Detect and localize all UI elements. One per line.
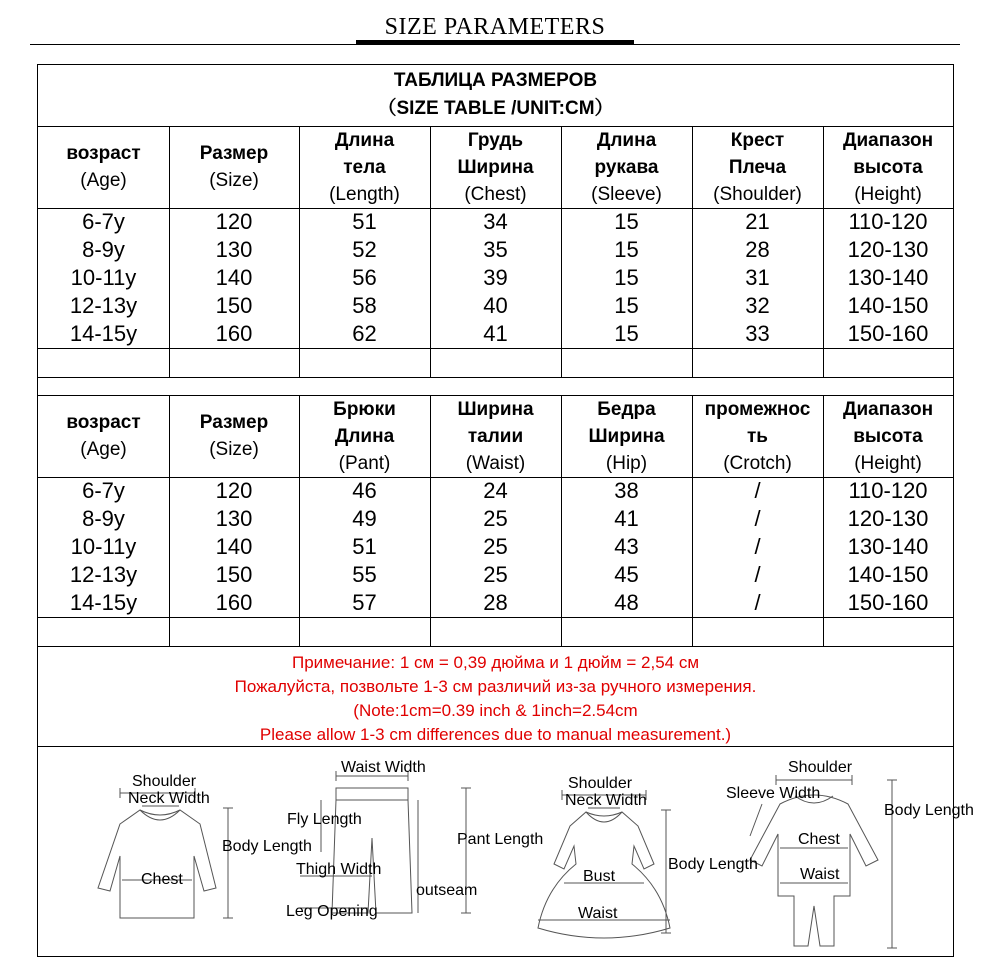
- dress-waist-label: Waist: [578, 905, 618, 922]
- header-ru-text: возраст: [66, 143, 141, 164]
- bottom-table-cell-r4-c6: 150-160: [847, 590, 929, 615]
- bottom-table-header-col-5: [692, 395, 823, 477]
- bottom-table-rows-bottom-border: [38, 617, 953, 618]
- note-line-2: Пожалуйста, позвольте 1-3 см различий из-за ручного измерения.: [234, 677, 757, 696]
- top-table-cell-r1-c3: 35: [483, 237, 508, 262]
- bottom-table-col-divider-4: [561, 395, 562, 646]
- header-ru-text: тела: [343, 156, 386, 178]
- bottom-table-cell-r4-c1: 160: [215, 590, 253, 615]
- header-ru-text: ть: [747, 425, 768, 447]
- size-table-frame: [37, 64, 974, 957]
- top-table-cell-r4-c5: 33: [745, 321, 770, 346]
- pants-leg-opening-label: Leg Opening: [286, 903, 378, 920]
- dress-body-length-label: Body Length: [668, 856, 758, 873]
- bottom-table-cell-r2-c2: 51: [352, 534, 377, 559]
- header-en-text: (Age): [80, 170, 127, 191]
- header-ru-text: промежнос: [704, 398, 811, 420]
- top-table-cell-r1-c2: 52: [352, 237, 377, 262]
- bottom-table-cell-r0-c5: /: [754, 478, 761, 503]
- top-table-header-col-3: [430, 126, 561, 208]
- header-ru-text: Размер: [199, 412, 269, 433]
- bottom-table-cell-r2-c6: 130-140: [847, 534, 929, 559]
- header-en-text: (Waist): [465, 452, 526, 474]
- pants-waist-width-label: Waist Width: [341, 759, 426, 776]
- top-table-cell-r2-c3: 39: [483, 265, 508, 290]
- bottom-table-cell-r3-c4: 45: [614, 562, 639, 587]
- header-ru-text: талии: [467, 425, 524, 447]
- bottom-table-col-divider-3: [430, 395, 431, 646]
- header-en-text: (Length): [329, 183, 400, 205]
- shirt-shoulder-label: Shoulder: [132, 773, 197, 790]
- romper-body-length-label: Body Length: [884, 802, 974, 819]
- header-ru-text: Ширина: [457, 156, 534, 178]
- bottom-table-header-col-2: [299, 395, 430, 477]
- header-ru-text: Ширина: [457, 398, 534, 420]
- bottom-table-cell-r1-c5: /: [754, 506, 761, 531]
- bottom-table-col-divider-2: [299, 395, 300, 646]
- header-en-text: (Hip): [605, 452, 648, 474]
- bottom-table-cell-r0-c6: 110-120: [848, 478, 928, 503]
- top-table-cell-r3-c5: 32: [745, 293, 770, 318]
- shirt-neck-width-label: Neck Width: [128, 790, 210, 807]
- top-table-col-divider-4: [561, 126, 562, 377]
- top-table-cell-r0-c1: 120: [215, 209, 253, 234]
- top-table-cell-r3-c4: 15: [614, 293, 639, 318]
- bottom-table-cell-r0-c2: 46: [352, 478, 377, 503]
- top-table-rows-bottom-border: [38, 348, 953, 349]
- pants-thigh-width-label: Thigh Width: [296, 861, 382, 878]
- top-table-col-divider-2: [299, 126, 300, 377]
- romper-shoulder-label: Shoulder: [788, 759, 853, 776]
- header-ru-text: рукава: [594, 156, 659, 178]
- header-en-text: (Chest): [464, 183, 527, 205]
- top-table-cell-r2-c1: 140: [215, 265, 253, 290]
- bottom-table-cell-r2-c0: 10-11y: [70, 534, 137, 559]
- header-ru-text: Крест: [730, 129, 785, 151]
- top-table-cell-r0-c0: 6-7y: [82, 209, 125, 234]
- top-table-col-divider-3: [430, 126, 431, 377]
- page-title: SIZE PARAMETERS: [384, 14, 606, 40]
- bottom-table-cell-r1-c4: 41: [614, 506, 639, 531]
- top-table-cell-r0-c3: 34: [483, 209, 508, 234]
- bottom-table-cell-r3-c1: 150: [215, 562, 253, 587]
- top-table-cell-r1-c5: 28: [745, 237, 770, 262]
- top-table-header-col-1: [169, 126, 299, 208]
- bottom-table-header-col-0: [38, 395, 169, 477]
- bottom-table-cell-r3-c2: 55: [352, 562, 377, 587]
- top-table-cell-r1-c1: 130: [215, 237, 253, 262]
- bottom-table-cell-r2-c5: /: [754, 534, 761, 559]
- bottom-table-header-col-6: [823, 395, 953, 477]
- shirt-body-length-label: Body Length: [222, 838, 312, 855]
- dress-shoulder-label: Shoulder: [568, 775, 633, 792]
- top-table-col-divider-5: [692, 126, 693, 377]
- romper-chest-label: Chest: [798, 831, 840, 848]
- bottom-table-cell-r2-c1: 140: [215, 534, 253, 559]
- bottom-table-cell-r0-c0: 6-7y: [82, 478, 125, 503]
- top-table-cell-r2-c6: 130-140: [847, 265, 929, 290]
- top-table-cell-r4-c6: 150-160: [847, 321, 929, 346]
- note-line-4: Please allow 1-3 cm differences due to manual measurement.): [259, 725, 732, 744]
- header-ru-text: Длина: [334, 129, 395, 151]
- header-en-text: (Sleeve): [591, 183, 662, 205]
- top-table-cell-r2-c4: 15: [614, 265, 639, 290]
- bottom-table-cell-r1-c1: 130: [215, 506, 253, 531]
- header-en-text: (Pant): [338, 452, 391, 474]
- bottom-table-cell-r3-c6: 140-150: [847, 562, 929, 587]
- bottom-table-cell-r1-c0: 8-9y: [82, 506, 125, 531]
- bottom-table-col-divider-5: [692, 395, 693, 646]
- header-ru-text: высота: [853, 425, 923, 447]
- header-en-text: (Height): [854, 452, 922, 474]
- top-table-cell-r1-c0: 8-9y: [82, 237, 125, 262]
- top-table-cell-r3-c1: 150: [215, 293, 253, 318]
- dress-neck-width-label: Neck Width: [565, 792, 647, 809]
- bottom-table-cell-r4-c4: 48: [614, 590, 639, 615]
- header-ru-text: высота: [853, 156, 923, 178]
- bottom-table-cell-r3-c3: 25: [483, 562, 508, 587]
- header-en-text: (Crotch): [723, 452, 792, 474]
- top-table-col-divider-1: [169, 126, 170, 377]
- top-table-cell-r0-c4: 15: [614, 209, 639, 234]
- top-table-cell-r4-c1: 160: [215, 321, 253, 346]
- bottom-table-header-col-3: [430, 395, 561, 477]
- top-table-header-col-0: [38, 126, 169, 208]
- bottom-table-cell-r4-c3: 28: [483, 590, 508, 615]
- header-ru-text: Размер: [199, 143, 269, 164]
- dress-bust-label: Bust: [583, 868, 616, 885]
- pants-fly-length-label: Fly Length: [287, 811, 362, 828]
- bottom-table-empty-row-border: [38, 646, 953, 647]
- header-en-text: (Size): [209, 170, 259, 191]
- pants-pant-length-label: Pant Length: [457, 831, 544, 848]
- header-ru-text: Бедра: [597, 398, 656, 420]
- top-table-cell-r3-c3: 40: [483, 293, 508, 318]
- table-title-ru: ТАБЛИЦА РАЗМЕРОВ: [393, 70, 598, 91]
- bottom-table-cell-r4-c2: 57: [352, 590, 377, 615]
- header-en-text: (Height): [854, 183, 922, 205]
- bottom-table-col-divider-6: [823, 395, 824, 646]
- bottom-table-cell-r2-c3: 25: [483, 534, 508, 559]
- bottom-table-cell-r4-c5: /: [754, 590, 761, 615]
- header-ru-text: Грудь: [467, 129, 524, 151]
- top-table-cell-r4-c4: 15: [614, 321, 639, 346]
- top-table-header-col-6: [823, 126, 953, 208]
- bottom-table-header-col-4: [561, 395, 692, 477]
- bottom-table-cell-r1-c6: 120-130: [847, 506, 929, 531]
- top-table-cell-r1-c6: 120-130: [847, 237, 929, 262]
- bottom-table-cell-r4-c0: 14-15y: [69, 590, 138, 615]
- top-table-cell-r4-c2: 62: [352, 321, 377, 346]
- top-table-cell-r0-c5: 21: [745, 209, 770, 234]
- note-line-3: (Note:1cm=0.39 inch & 1inch=2.54cm: [353, 701, 638, 720]
- title-underline-bar: [356, 40, 634, 45]
- header-ru-text: Диапазон: [842, 398, 934, 420]
- header-en-text: (Age): [80, 439, 127, 460]
- header-en-text: (Shoulder): [713, 183, 802, 205]
- bottom-table-cell-r3-c5: /: [754, 562, 761, 587]
- bottom-table-col-divider-1: [169, 395, 170, 646]
- bottom-table-header-col-1: [169, 395, 299, 477]
- table-title-en: （SIZE TABLE /UNIT:CM）: [377, 98, 614, 119]
- top-table-cell-r0-c2: 51: [352, 209, 377, 234]
- pants-outseam-label: outseam: [416, 882, 478, 899]
- bottom-table-cell-r0-c1: 120: [215, 478, 253, 503]
- top-table-cell-r2-c2: 56: [352, 265, 377, 290]
- top-table-cell-r0-c6: 110-120: [848, 209, 928, 234]
- bottom-table-cell-r0-c4: 38: [614, 478, 639, 503]
- romper-sleeve-width-label: Sleeve Width: [726, 785, 821, 802]
- top-table-cell-r3-c0: 12-13y: [69, 293, 138, 318]
- measurement-diagrams: [38, 748, 974, 958]
- header-ru-text: Брюки: [333, 398, 396, 420]
- top-table-empty-row-border: [38, 377, 953, 378]
- bottom-table-cell-r1-c3: 25: [483, 506, 508, 531]
- measurement-notes: [38, 651, 953, 747]
- top-table-header-col-5: [692, 126, 823, 208]
- header-ru-text: Длина: [596, 129, 657, 151]
- bottom-table-cell-r2-c4: 43: [614, 534, 639, 559]
- bottom-table-cell-r3-c0: 12-13y: [69, 562, 138, 587]
- top-table-header-col-2: [299, 126, 430, 208]
- header-ru-text: Плеча: [728, 156, 787, 178]
- top-table-cell-r1-c4: 15: [614, 237, 639, 262]
- header-ru-text: Ширина: [588, 425, 665, 447]
- top-table-header-col-4: [561, 126, 692, 208]
- header-ru-text: Длина: [334, 425, 395, 447]
- bottom-table-cell-r1-c2: 49: [352, 506, 377, 531]
- top-table-cell-r4-c3: 41: [483, 321, 508, 346]
- top-table-cell-r4-c0: 14-15y: [69, 321, 138, 346]
- top-table-cell-r3-c6: 140-150: [847, 293, 929, 318]
- header-ru-text: Диапазон: [842, 129, 934, 151]
- top-table-cell-r2-c5: 31: [745, 265, 770, 290]
- top-table-cell-r2-c0: 10-11y: [70, 265, 137, 290]
- romper-waist-label: Waist: [800, 866, 840, 883]
- note-line-1: Примечание: 1 см = 0,39 дюйма и 1 дюйм = 2,54 см: [291, 653, 700, 672]
- header-ru-text: возраст: [66, 412, 141, 433]
- header-en-text: (Size): [209, 439, 259, 460]
- shirt-diagram: [98, 788, 233, 918]
- top-table-col-divider-6: [823, 126, 824, 377]
- top-table-cell-r3-c2: 58: [352, 293, 377, 318]
- shirt-chest-label: Chest: [141, 871, 183, 888]
- bottom-table-cell-r0-c3: 24: [483, 478, 508, 503]
